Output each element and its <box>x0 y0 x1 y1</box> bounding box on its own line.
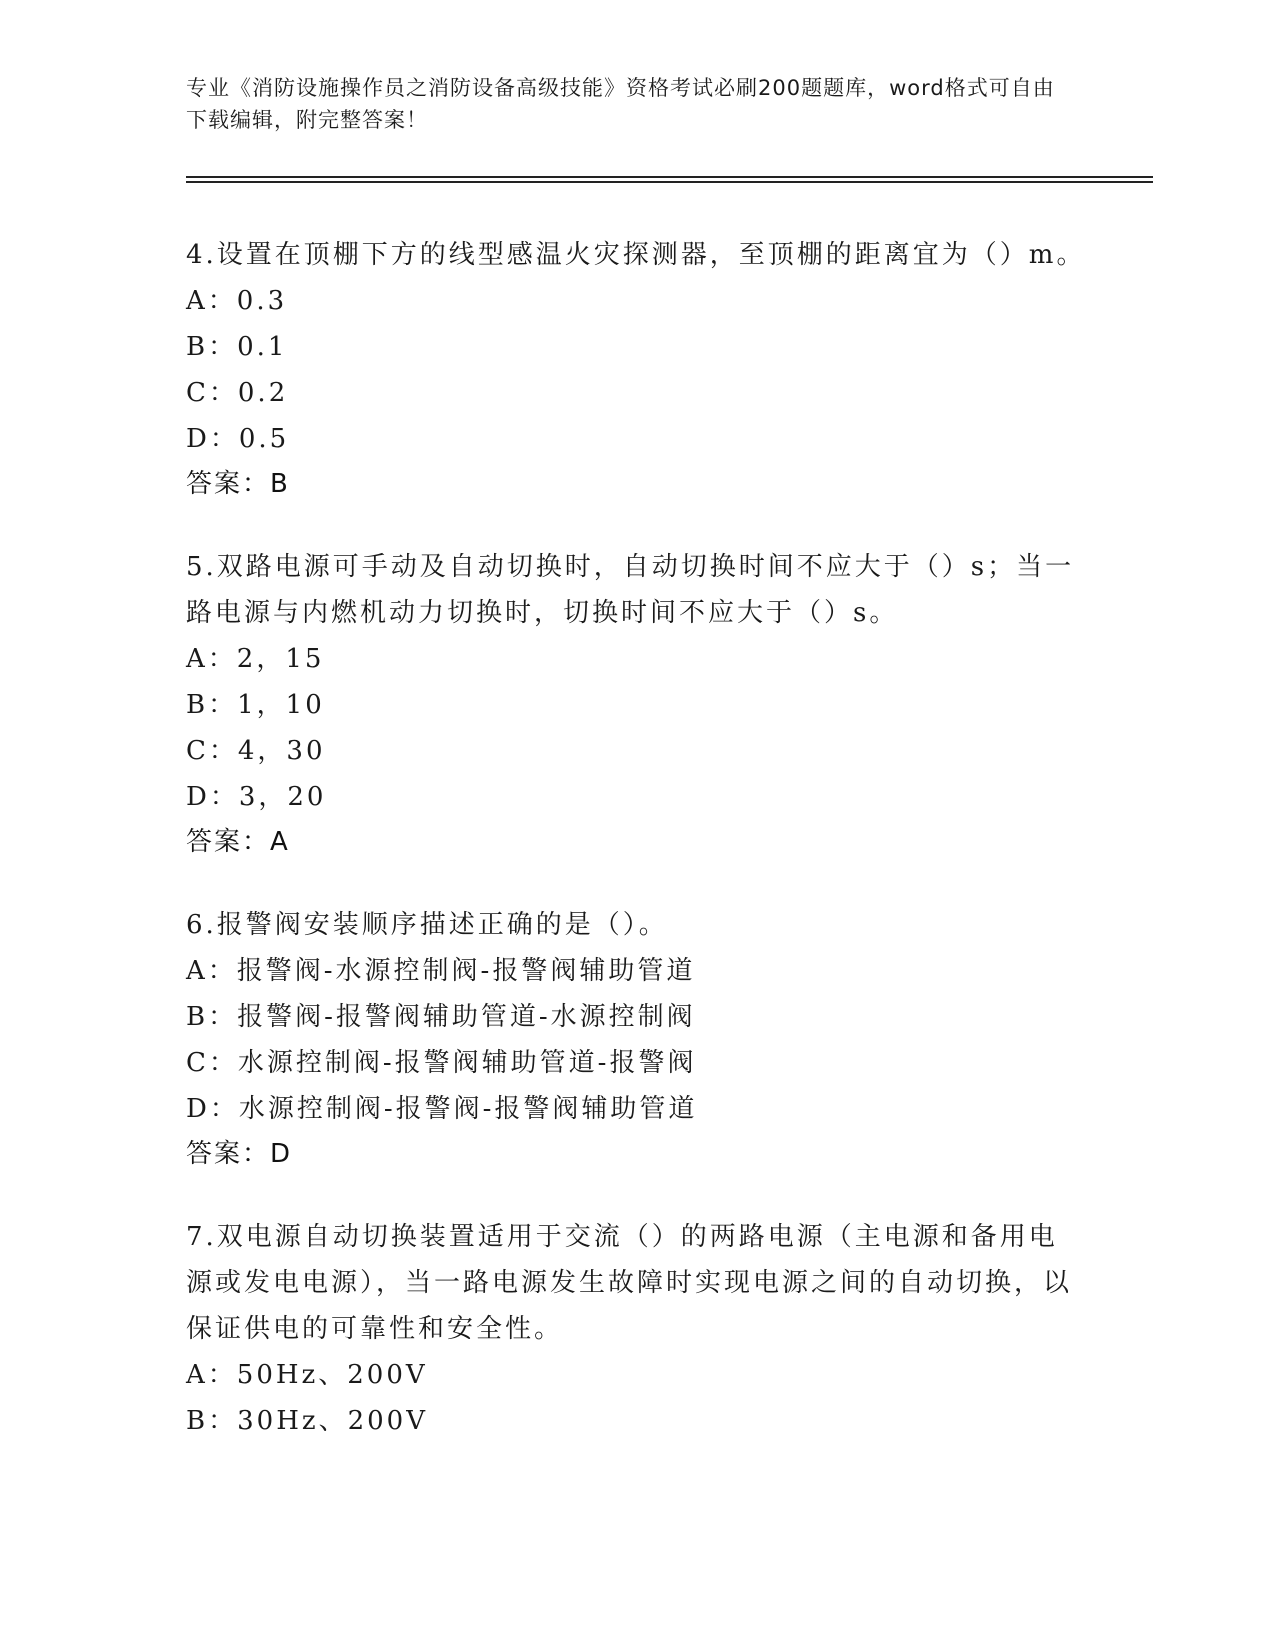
question-4 <box>186 232 1086 506</box>
option-d: D：3，20 <box>186 782 327 812</box>
question-text: 5.双路电源可手动及自动切换时，自动切换时间不应大于（）s；当一路电源与内燃机动力切换时，切换时间不应大于（）s。 <box>186 552 1075 628</box>
option-a: A：报警阀-水源控制阀-报警阀辅助管道 <box>186 956 696 986</box>
option-d: D：0.5 <box>186 424 290 454</box>
question-text: 6.报警阀安装顺序描述正确的是（）。 <box>186 910 668 940</box>
question-5 <box>186 544 1086 864</box>
answer-text: 答案：D <box>186 1139 293 1169</box>
option-a: A：50Hz、200V <box>186 1360 428 1390</box>
option-b: B：30Hz、200V <box>186 1406 428 1436</box>
option-b: B：0.1 <box>186 332 288 362</box>
header-rule-bottom <box>186 181 1153 183</box>
option-c: C：水源控制阀-报警阀辅助管道-报警阀 <box>186 1048 697 1078</box>
answer-text: 答案：B <box>186 469 290 499</box>
question-text: 4.设置在顶棚下方的线型感温火灾探测器，至顶棚的距离宜为（）m。 <box>186 240 1086 270</box>
question-list <box>186 232 1086 1482</box>
option-a: A：0.3 <box>186 286 288 316</box>
option-c: C：0.2 <box>186 378 289 408</box>
option-b: B：1，10 <box>186 690 325 720</box>
option-b: B：报警阀-报警阀辅助管道-水源控制阀 <box>186 1002 696 1032</box>
document-header: 专业《消防设施操作员之消防设备高级技能》资格考试必刷200题题库，word格式可自由下载编辑，附完整答案！ <box>186 76 1055 132</box>
question-text: 7.双电源自动切换装置适用于交流（）的两路电源（主电源和备用电源或发电电源），当一路电源发生故障时实现电源之间的自动切换，以保证供电的可靠性和安全性。 <box>186 1222 1073 1344</box>
option-c: C：4，30 <box>186 736 326 766</box>
option-a: A：2，15 <box>186 644 325 674</box>
question-7 <box>186 1214 1086 1444</box>
answer-text: 答案：A <box>186 827 290 857</box>
question-6 <box>186 902 1086 1176</box>
header-rule-top <box>186 176 1153 178</box>
option-d: D：水源控制阀-报警阀-报警阀辅助管道 <box>186 1094 698 1124</box>
